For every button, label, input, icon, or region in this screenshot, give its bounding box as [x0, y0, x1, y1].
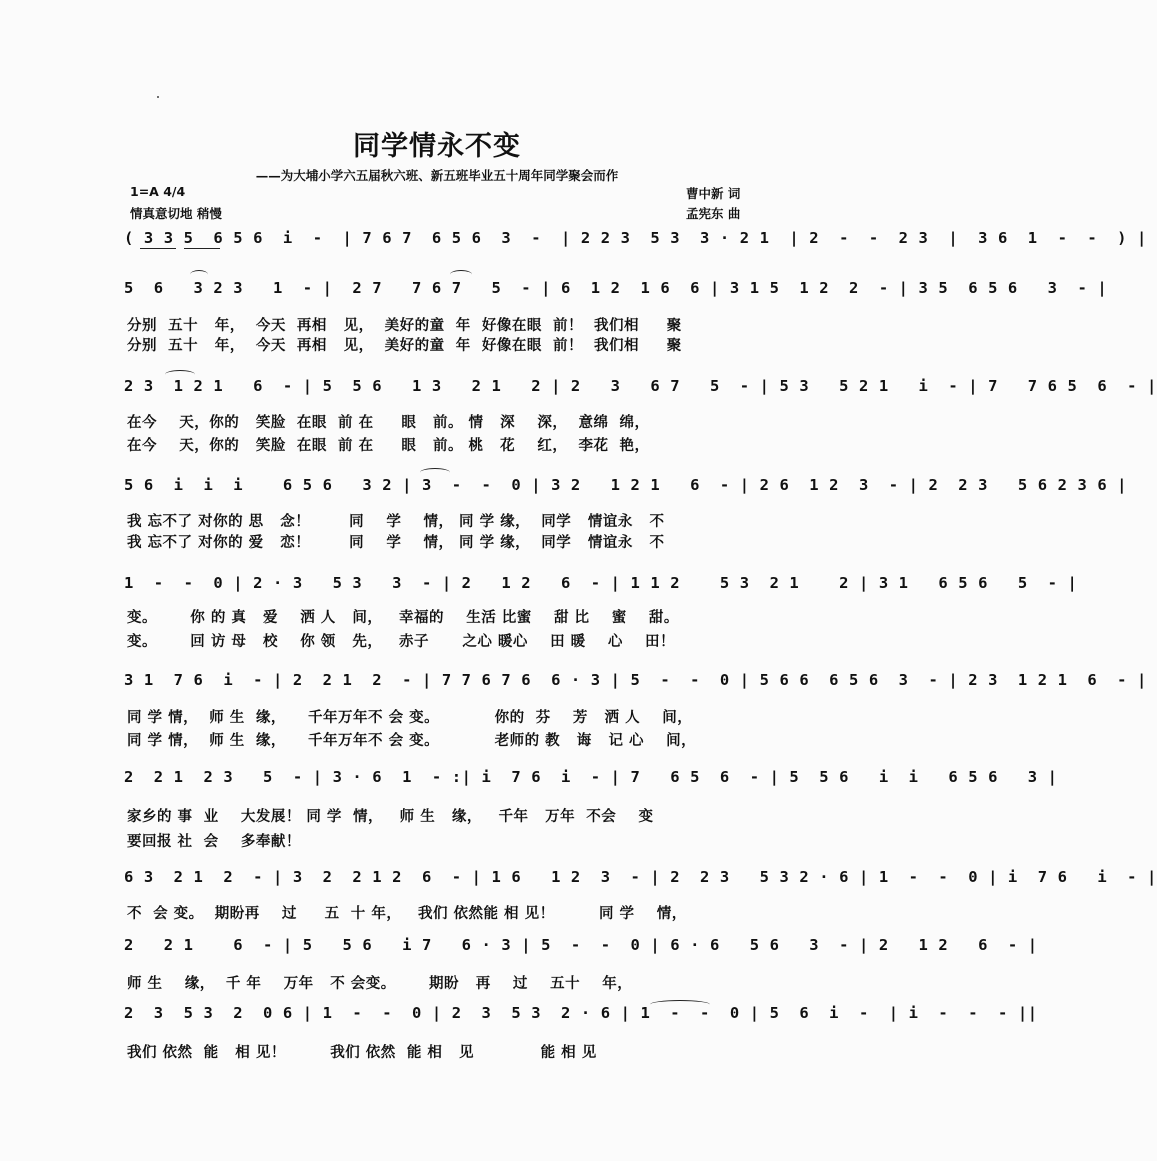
- slur-mark: [450, 270, 472, 279]
- notation-line-9: 2 2 1 6 - | 5 5 6 i 7 6 · 3 | 5 - - 0 | 6 · 6 5 6 3 - | 2 1 2 6 - |: [124, 936, 1038, 954]
- tie-mark: [650, 1000, 710, 1009]
- lyric-line-6a: 同 学 情， 师 生 缘， 千年万年不 会 变。 你的 芬 芳 洒 人 间，: [127, 710, 693, 726]
- lyric-line-4a: 我 忘不了 对你的 思 念！ 同 学 情， 同 学 缘， 同学 情谊永 不: [127, 514, 665, 530]
- stray-mark: [157, 96, 159, 98]
- notation-line-6: 3 1 7 6 i - | 2 2 1 2 - | 7 7 6 7 6 6 · 3 | 5 - - 0 | 5 6 6 6 5 6 3 - | 2 3 1 2 1 6 - |: [124, 671, 1147, 689]
- notation-line-10: 2 3 5 3 2 0 6 | 1 - - 0 | 2 3 5 3 2 · 6 | 1 - - 0 | 5 6 i - | i - - - ||: [124, 1004, 1038, 1022]
- lyric-line-4b: 我 忘不了 对你的 爱 恋！ 同 学 情， 同 学 缘， 同学 情谊永 不: [127, 535, 665, 551]
- notation-line-2: 5 6 3 2 3 1 - | 2 7 7 6 7 5 - | 6 1 2 1 6 6 | 3 1 5 1 2 2 - | 3 5 6 5 6 3 - |: [124, 279, 1108, 297]
- lyricist-credit: 曹中新 词: [686, 186, 741, 201]
- lyric-line-2a: 分别 五十 年， 今天 再相 见， 美好的童 年 好像在眼 前！ 我们相 聚: [127, 318, 682, 334]
- lyric-line-8: 不 会 变。 期盼再 过 五 十 年， 我们 依然能 相 见！ 同 学 情，: [127, 906, 687, 922]
- lyric-line-10: 我们 依然 能 相 见！ 我们 依然 能 相 见 能 相 见: [127, 1045, 597, 1061]
- notation-line-3: 2 3 1 2 1 6 - | 5 5 6 1 3 2 1 2 | 2 3 6 7 5 - | 5 3 5 2 1 i - | 7 7 6 5 6 - |: [124, 377, 1157, 395]
- notation-line-1: ( 3 3 5 6 5 6 i - | 7 6 7 6 5 6 3 - | 2 2 3 5 3 3 · 2 1 | 2 - - 2 3 | 3 6 1 - - ) |: [124, 229, 1147, 247]
- composer-credit: 孟宪东 曲: [686, 206, 741, 221]
- key-signature: 1=A 4/4: [130, 184, 186, 199]
- slur-mark: [165, 370, 195, 379]
- slur-mark: [420, 468, 450, 477]
- lyric-line-2b: 分别 五十 年， 今天 再相 见， 美好的童 年 好像在眼 前！ 我们相 聚: [127, 338, 682, 354]
- lyric-line-5b: 变。 回 访 母 校 你 领 先， 赤子 之心 暖心 田 暖 心 田！: [127, 634, 676, 650]
- beam-line: [184, 248, 220, 249]
- lyric-line-9: 师 生 缘， 千 年 万年 不 会变。 期盼 再 过 五十 年，: [127, 976, 633, 992]
- song-subtitle: ——为大埔小学六五届秋六班、新五班毕业五十周年同学聚会而作: [255, 168, 619, 183]
- notation-line-7: 2 2 1 2 3 5 - | 3 · 6 1 - :| i 7 6 i - | 7 6 5 6 - | 5 5 6 i i 6 5 6 3 |: [124, 768, 1058, 786]
- song-title: 同学情永不变: [353, 131, 521, 162]
- lyric-line-7b: 要回报 社 会 多奉献！: [127, 834, 301, 850]
- lyric-line-3a: 在今 天，你的 笑脸 在眼 前 在 眼 前。 情 深 深， 意绵 绵，: [127, 415, 650, 431]
- lyric-line-3b: 在今 天，你的 笑脸 在眼 前 在 眼 前。 桃 花 红， 李花 艳，: [127, 438, 650, 454]
- beam-line: [140, 248, 176, 249]
- tempo-marking: 情真意切地 稍慢: [130, 206, 222, 221]
- slur-mark: [190, 270, 208, 279]
- lyric-line-7a: 家乡的 事 业 大发展！ 同 学 情， 师 生 缘， 千年 万年 不会 变: [127, 809, 654, 825]
- lyric-line-5a: 变。 你 的 真 爱 洒 人 间， 幸福的 生活 比蜜 甜 比 蜜 甜。: [127, 610, 679, 626]
- notation-line-5: 1 - - 0 | 2 · 3 5 3 3 - | 2 1 2 6 - | 1 1 2 5 3 2 1 2 | 3 1 6 5 6 5 - |: [124, 574, 1078, 592]
- lyric-line-6b: 同 学 情， 师 生 缘， 千年万年不 会 变。 老师的 教 诲 记 心 间，: [127, 733, 697, 749]
- notation-line-4: 5 6 i i i 6 5 6 3 2 | 3 - - 0 | 3 2 1 2 1 6 - | 2 6 1 2 3 - | 2 2 3 5 6 2 3 6 |: [124, 476, 1128, 494]
- notation-line-8: 6 3 2 1 2 - | 3 2 2 1 2 6 - | 1 6 1 2 3 - | 2 2 3 5 3 2 · 6 | 1 - - 0 | i 7 6 i - |: [124, 868, 1157, 886]
